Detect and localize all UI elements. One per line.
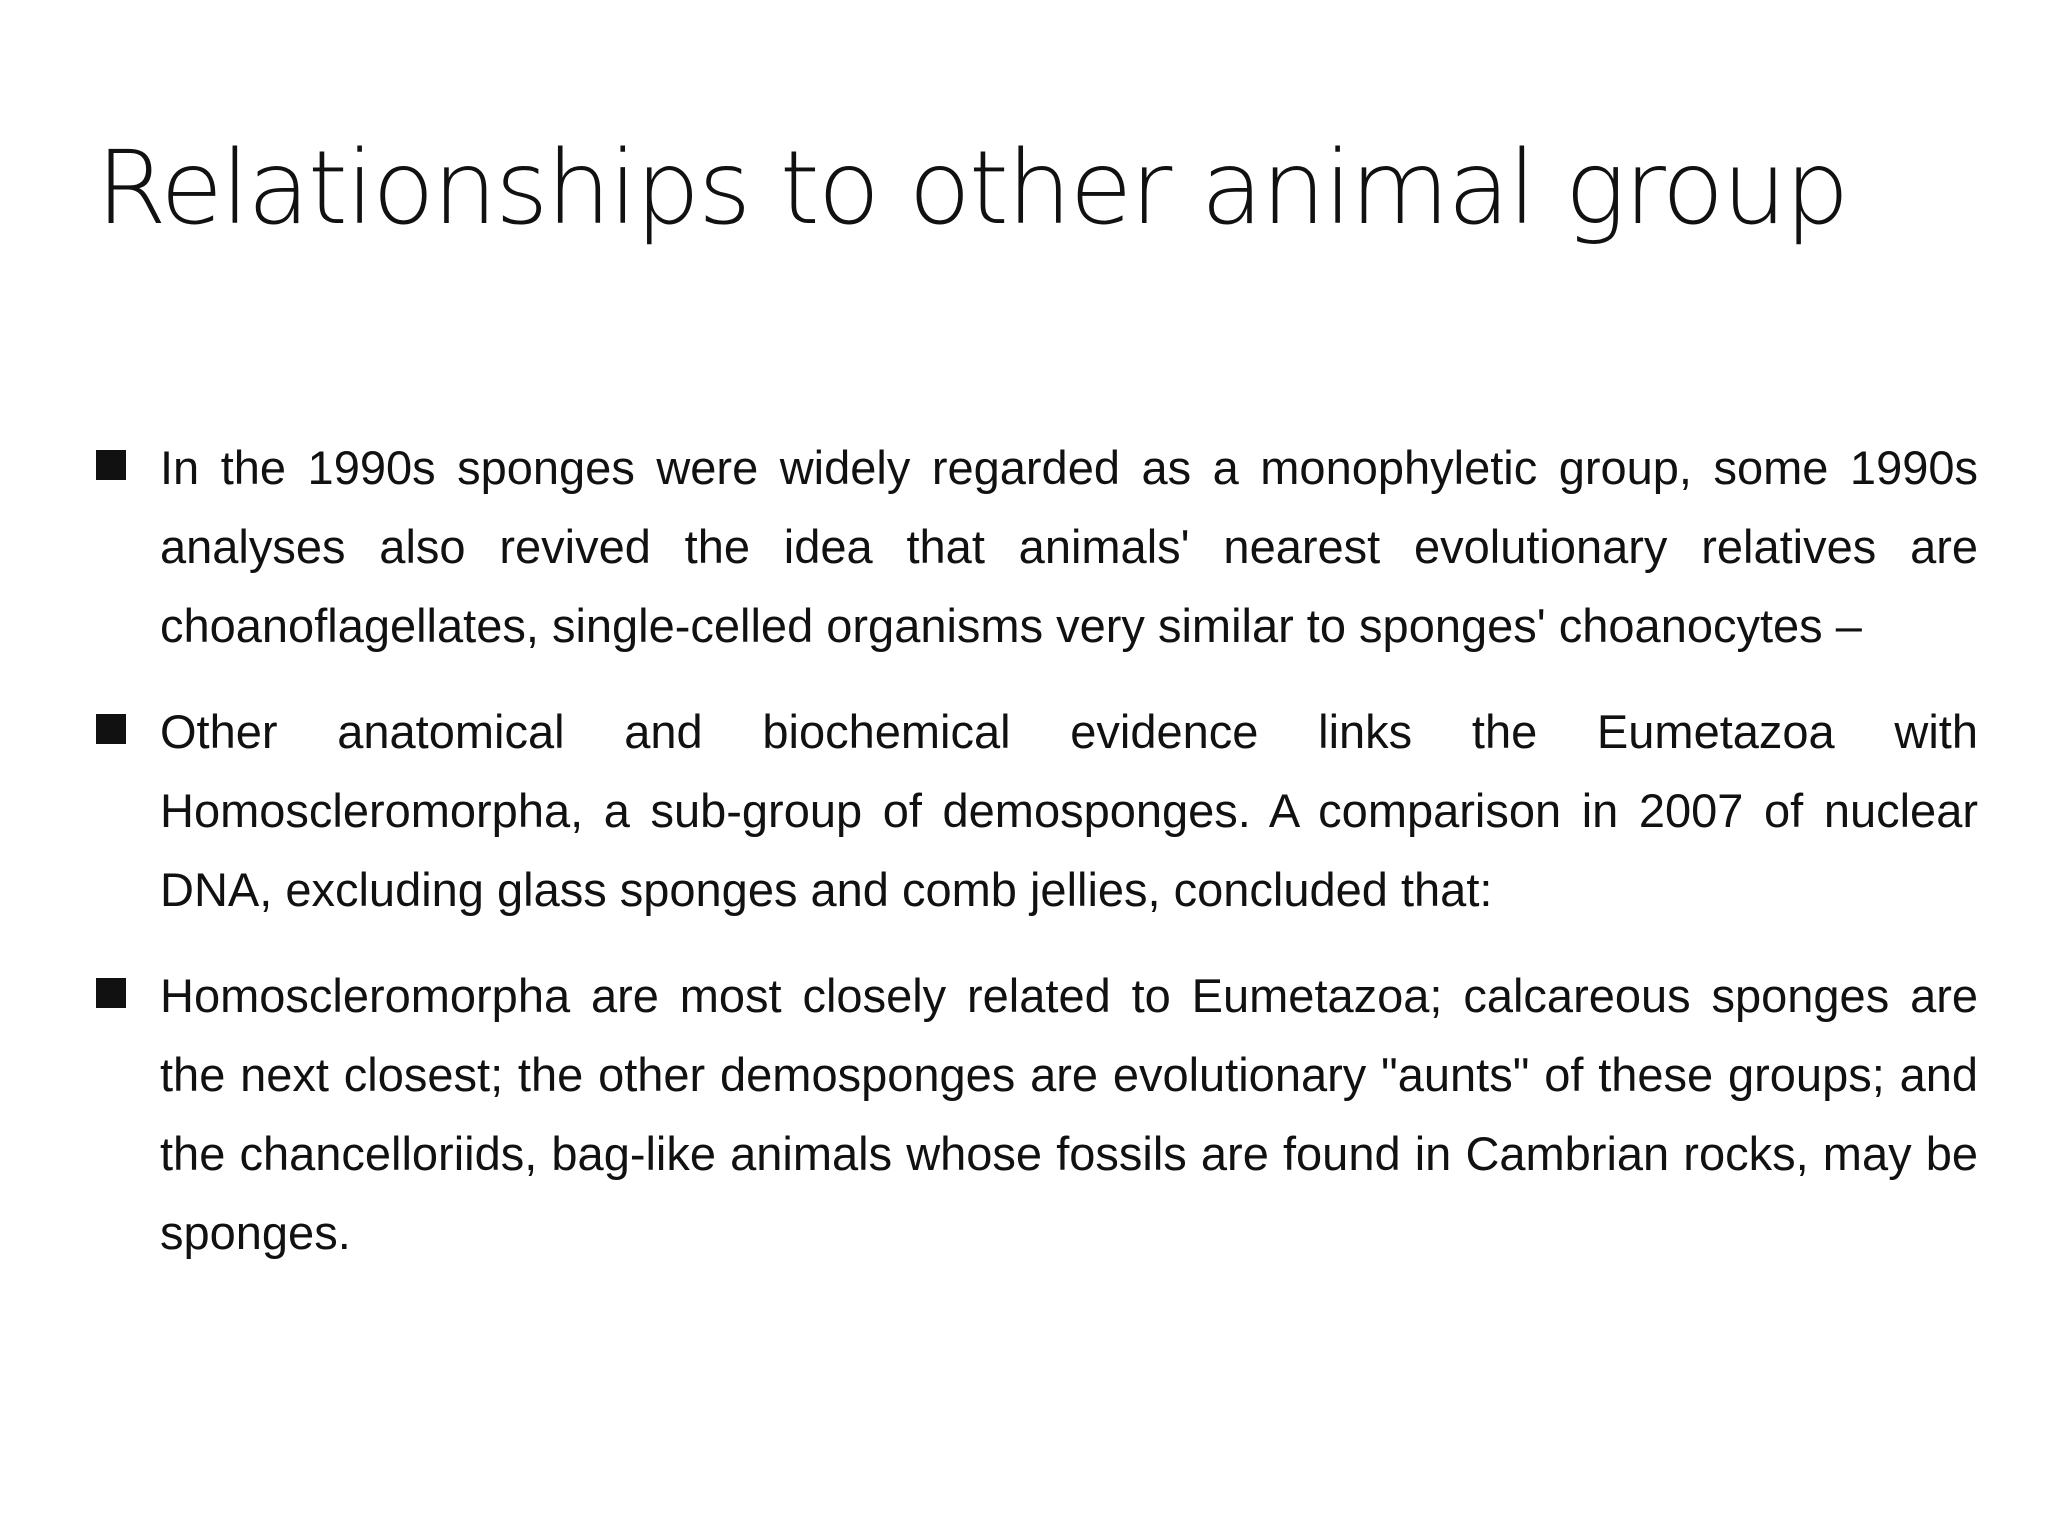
- bullet-item: [96, 428, 1978, 665]
- bullet-text: Homoscleromorpha are most closely related to Eumetazoa; calcareous sponges are the next closest; the other demosponges are evolutionary "aunts" of these groups; and the chancelloriids, bag-like animals whose fossils are found in Cambrian rocks, may be sponges.: [160, 969, 1978, 1259]
- square-bullet-icon: [96, 714, 126, 744]
- slide-title: Relationships to other animal group: [96, 129, 1848, 248]
- bullet-text: Other anatomical and biochemical evidence links the Eumetazoa with Homoscleromorpha, a sub-group of demosponges. A comparison in 2007 of nuclear DNA, excluding glass sponges and comb jellies, concluded that:: [160, 705, 1978, 916]
- bullet-list: [96, 428, 1978, 1299]
- bullet-item: [96, 956, 1978, 1272]
- square-bullet-icon: [96, 978, 126, 1008]
- bullet-text: In the 1990s sponges were widely regarded as a monophyletic group, some 1990s analyses also revived the idea that animals' nearest evolutionary relatives are choanoflagellates, single-celled organisms very similar to sponges' choanocytes –: [160, 441, 1978, 652]
- square-bullet-icon: [96, 450, 126, 480]
- bullet-item: [96, 692, 1978, 929]
